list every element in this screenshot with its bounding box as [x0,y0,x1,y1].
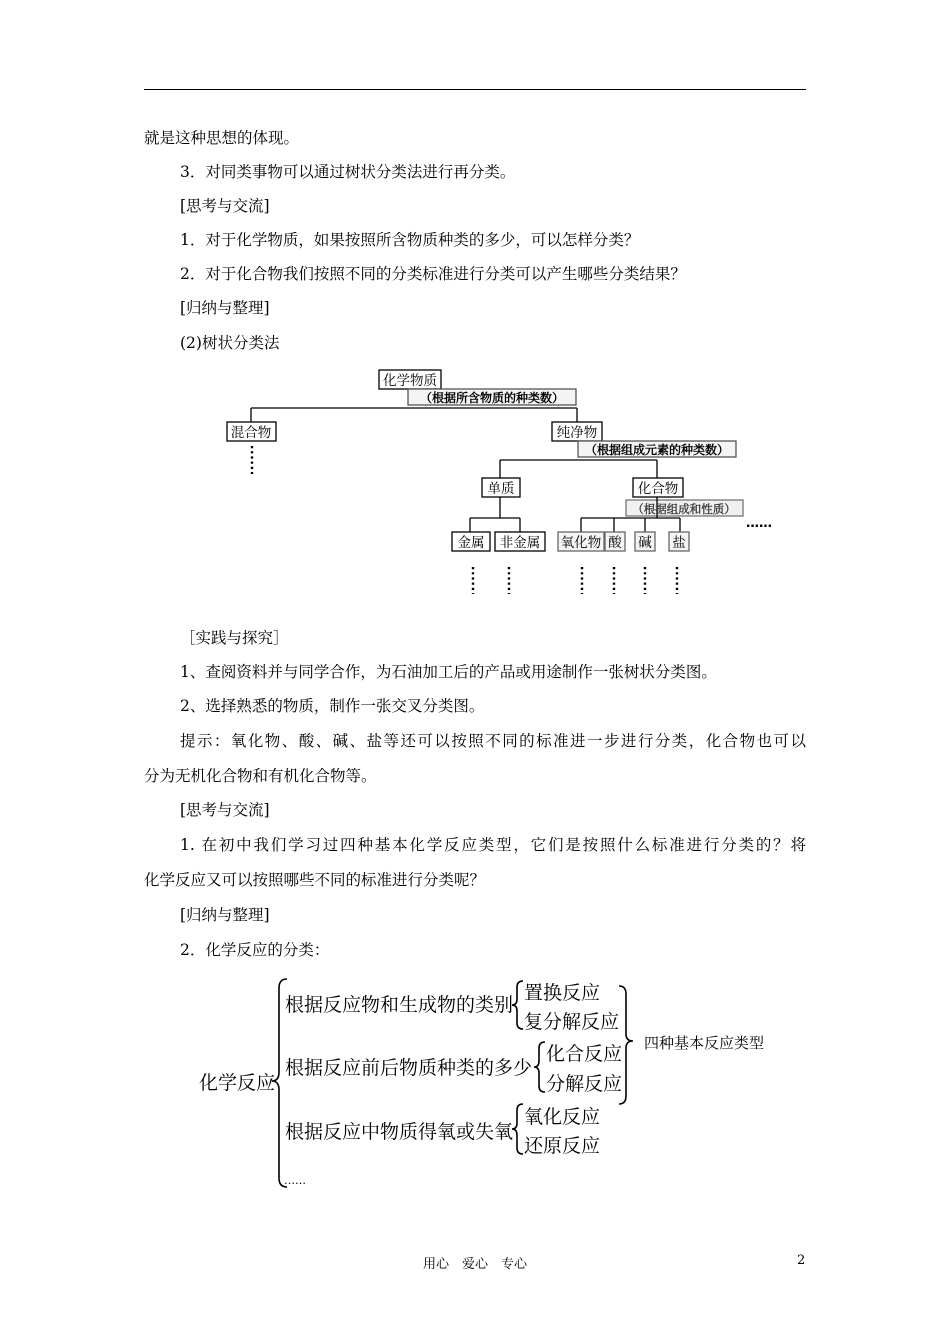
paragraph-line: 3．对同类事物可以通过树状分类法进行再分类。 [180,163,516,181]
question-line: 2．对于化合物我们按照不同的分类标准进行分类可以产生哪些分类结果？ [180,265,686,283]
question-line: 1. 在初中我们学习过四种基本化学反应类型，它们是按照什么标准进行分类的？将 [180,836,806,854]
type-displacement: 置换反应 [524,982,601,1004]
subsection-title: 2．化学反应的分类： [180,941,330,959]
node-compound-more: …… [746,516,772,531]
type-reduction: 还原反应 [524,1135,601,1157]
node-compound: 化合物 [637,481,679,497]
node-root-note: （根据所含物质的种类数） [419,391,565,405]
section-heading: ［实践与探究］ [180,629,289,647]
reaction-root: 化学反应 [199,1072,276,1094]
node-root: 化学物质 [383,373,437,389]
section-heading: [思考与交流] [180,801,270,819]
type-oxidation: 氧化反应 [524,1106,601,1128]
node-acid: 酸 [608,535,622,551]
node-compound-note: （根据组成和性质） [632,502,736,516]
paragraph-line: 分为无机化合物和有机化合物等。 [144,767,377,785]
page-number: 2 [797,1253,806,1268]
paragraph-line: 1、查阅资料并与同学合作，为石油加工后的产品或用途制作一张树状分类图。 [180,663,717,681]
node-base: 碱 [638,535,652,551]
reaction-summary: 四种基本反应类型 [644,1034,765,1052]
node-oxide: 氧化物 [560,535,602,551]
paragraph-line: 2、选择熟悉的物质，制作一张交叉分类图。 [180,697,485,715]
question-line: 1．对于化学物质，如果按照所含物质种类的多少，可以怎样分类？ [180,231,640,249]
node-element: 单质 [487,481,515,497]
criterion-category: 根据反应物和生成物的类别 [285,994,514,1016]
type-double-decomposition: 复分解反应 [524,1011,620,1033]
node-metal: 金属 [457,535,485,551]
criterion-quantity: 根据反应前后物质种类的多少 [285,1057,533,1079]
section-heading: [思考与交流] [180,197,270,215]
type-combination: 化合反应 [546,1043,623,1065]
section-heading: [归纳与整理] [180,299,270,317]
node-nonmetal: 非金属 [499,535,541,551]
footer-motto: 用心 爱心 专心 [422,1257,527,1272]
criterion-oxygen: 根据反应中物质得氧或失氧 [285,1121,514,1143]
type-decomposition: 分解反应 [546,1073,623,1095]
paragraph-line: 就是这种思想的体现。 [144,129,300,147]
paragraph-line: 提示：氧化物、酸、碱、盐等还可以按照不同的标准进一步进行分类，化合物也可以 [180,732,806,750]
node-pure: 纯净物 [556,425,598,441]
node-pure-note: （根据组成元素的种类数） [584,443,730,457]
node-salt: 盐 [672,535,686,551]
section-heading: [归纳与整理] [180,906,270,924]
question-line: 化学反应又可以按照哪些不同的标准进行分类呢？ [144,871,486,889]
node-mixture: 混合物 [230,425,272,441]
subsection-title: (2)树状分类法 [180,334,280,352]
reaction-more: …… [284,1174,306,1187]
